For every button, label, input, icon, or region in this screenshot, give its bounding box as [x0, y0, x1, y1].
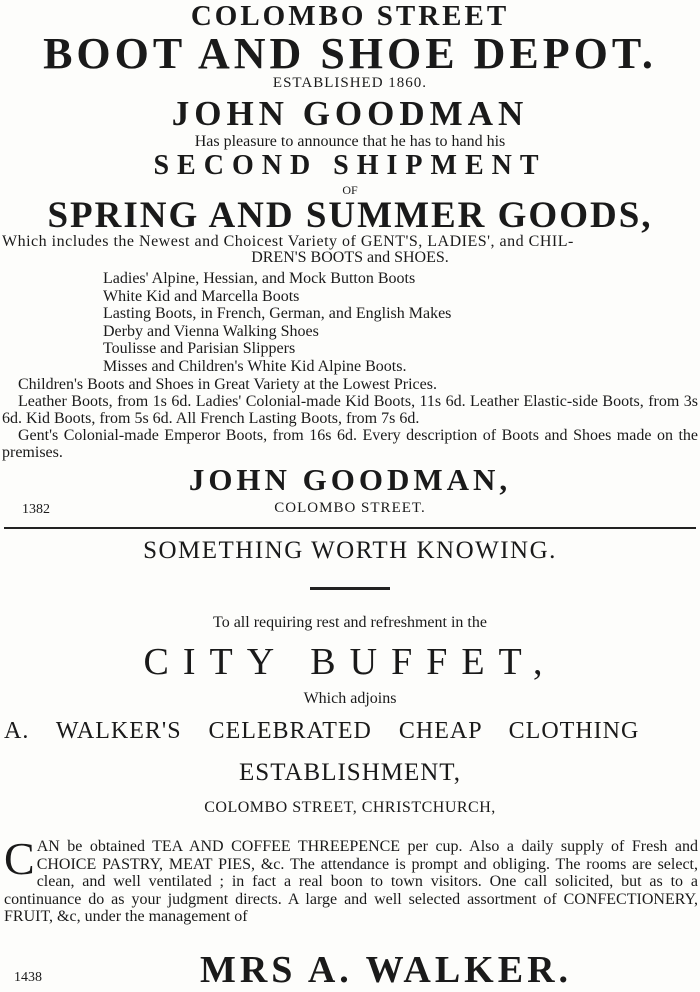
list-item: Derby and Vienna Walking Shoes	[103, 322, 319, 340]
list-item: Ladies' Alpine, Hessian, and Mock Button Boots	[103, 270, 416, 287]
list-item: White Kid and Marcella Boots	[103, 287, 300, 305]
ad-main-heading: BOOT AND SHOE DEPOT.	[43, 29, 657, 78]
price-paragraph-2: Leather Boots, from 1s 6d. Ladies' Colonial-made Kid Boots, 11s 6d. Leather Elastic-side Boots, from 3s 6d. Kid Boots, from 5s 6d. All French Lasting Boots, from 7s 6d.	[2, 393, 698, 427]
product-list	[103, 270, 451, 375]
announcement-line: Has pleasure to announce that he has to hand his	[194, 133, 506, 150]
price-paragraph-3: Gent's Colonial-made Emperor Boots, from 16s 6d. Every description of Boots and Shoes made on the premises.	[2, 427, 698, 461]
proprietor-name: JOHN GOODMAN	[171, 94, 529, 133]
shipment-heading: SECOND SHIPMENT	[153, 150, 547, 181]
headline-underline	[310, 587, 390, 590]
goods-heading: SPRING AND SUMMER GOODS,	[47, 195, 653, 236]
of-connector: OF	[342, 183, 358, 197]
price-paragraph-1: Children's Boots and Shoes in Great Variety at the Lowest Prices.	[18, 376, 437, 393]
includes-line-2: DREN'S BOOTS and SHOES.	[251, 249, 449, 266]
address-line: COLOMBO STREET, CHRISTCHURCH,	[204, 799, 496, 816]
body-paragraph	[4, 833, 698, 926]
ad-headline: SOMETHING WORTH KNOWING.	[143, 537, 557, 564]
includes-line-1: Which includes the Newest and Choicest Variety of GENT'S, LADIES', and CHIL-	[2, 233, 574, 250]
establishment-line: ESTABLISHMENT,	[239, 759, 461, 786]
drop-cap: C	[4, 833, 35, 884]
buffet-name: CITY BUFFET,	[143, 641, 557, 683]
ad-divider	[4, 527, 696, 529]
body-text: AN be obtained TEA AND COFFEE THREEPENCE per cup. Also a daily supply of Fresh and CHOICE PASTRY, MEAT PIES, &c. The attendance is prompt and obliging. The rooms are select, clean, and well ventilated ; in fact a real boon to town visitors. One call solicited, but as to a continuance do as your judgment directs. A large and well selected assortment of CONFECTIONERY, FRUIT, &c, under the management of	[4, 838, 698, 925]
signature-name: JOHN GOODMAN,	[188, 462, 512, 497]
walker-line: A. WALKER'S CELEBRATED CHEAP CLOTHING	[4, 718, 640, 744]
ad-reference-number: 1382	[22, 502, 50, 517]
ad-reference-number: 1438	[14, 970, 42, 985]
list-item: Misses and Children's White Kid Alpine Boots.	[103, 357, 407, 375]
intro-line: To all requiring rest and refreshment in the	[213, 614, 487, 631]
established-line: ESTABLISHED 1860.	[272, 75, 428, 91]
manager-name: MRS A. WALKER.	[200, 949, 573, 991]
signature-address: COLOMBO STREET.	[274, 500, 426, 516]
list-item: Lasting Boots, in French, German, and English Makes	[103, 305, 452, 322]
ad-street-heading: COLOMBO STREET	[190, 0, 510, 32]
list-item: Toulisse and Parisian Slippers	[103, 340, 296, 357]
adjoins-line: Which adjoins	[303, 690, 397, 707]
